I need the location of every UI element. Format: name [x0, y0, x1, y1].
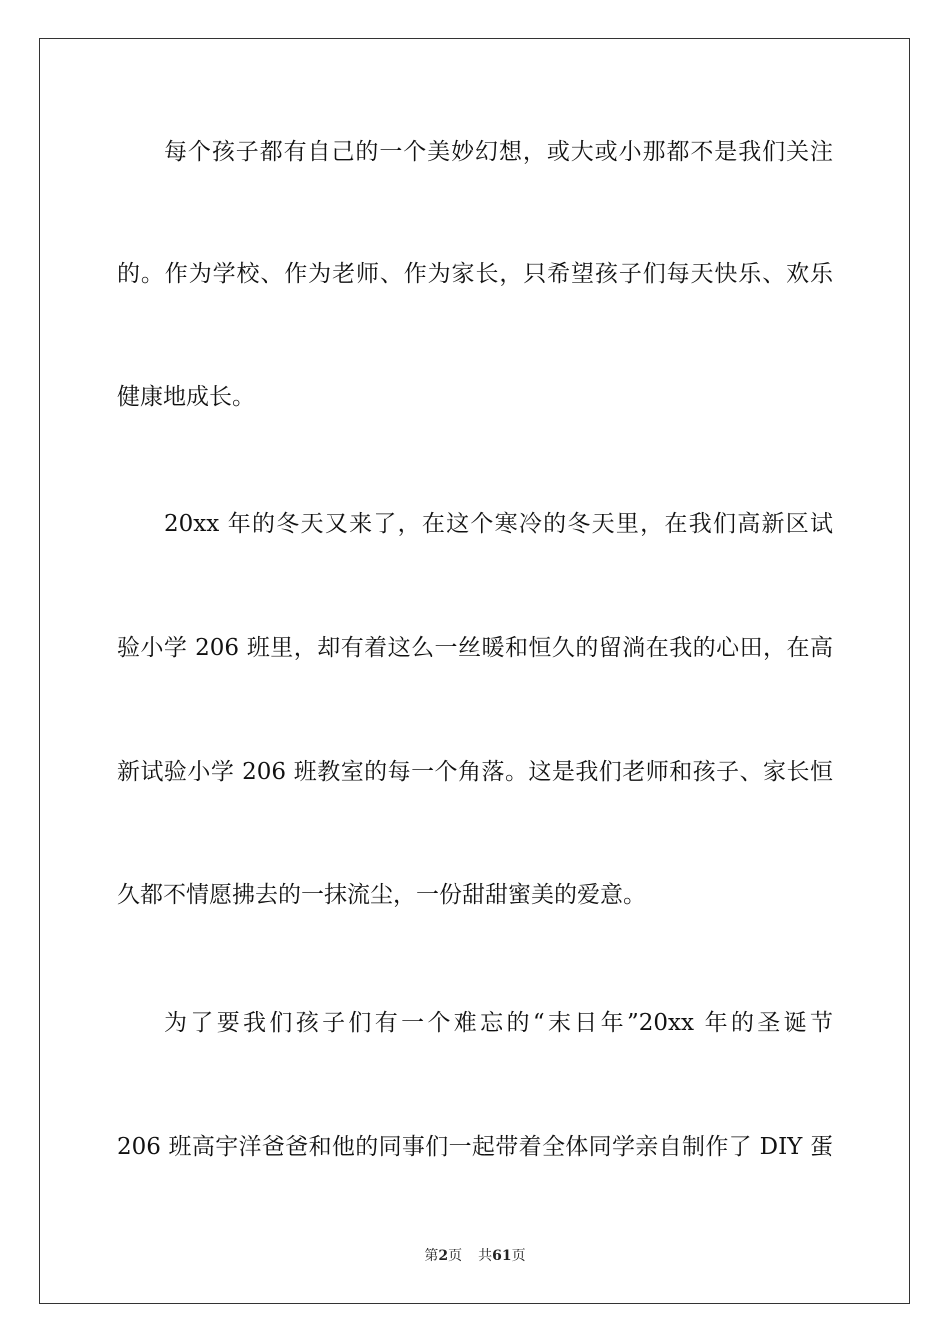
paragraph-3-line-1: 为了要我们孩子们有一个难忘的“末日年”20xx 年的圣诞节 — [164, 1010, 833, 1036]
page-frame — [39, 38, 910, 1304]
paragraph-1-line-1: 每个孩子都有自己的一个美妙幻想，或大或小那都不是我们关注 — [164, 139, 833, 165]
footer-total-prefix: 共 — [478, 1248, 493, 1264]
footer-total-unit: 页 — [511, 1248, 526, 1264]
footer-prefix: 第 — [424, 1248, 439, 1264]
page-footer — [0, 1247, 950, 1265]
paragraph-1-line-2: 的。作为学校、作为老师、作为家长，只希望孩子们每天快乐、欢乐 — [117, 261, 833, 287]
paragraph-2-line-2: 验小学 206 班里，却有着这么一丝暖和恒久的留淌在我的心田，在高 — [117, 635, 833, 661]
paragraph-2-line-3: 新试验小学 206 班教室的每一个角落。这是我们老师和孩子、家长恒 — [117, 759, 833, 785]
paragraph-2-line-1: 20xx 年的冬天又来了，在这个寒冷的冬天里，在我们高新区试 — [164, 511, 833, 537]
paragraph-1-line-3: 健康地成长。 — [117, 384, 255, 410]
paragraph-3-line-2: 206 班高宇洋爸爸和他的同事们一起带着全体同学亲自制作了 DIY 蛋 — [117, 1134, 833, 1160]
footer-current-page: 2 — [438, 1248, 449, 1264]
footer-page-unit: 页 — [448, 1248, 463, 1264]
footer-total-pages: 61 — [492, 1248, 512, 1264]
paragraph-2-line-4: 久都不情愿拂去的一抹流尘，一份甜甜蜜美的爱意。 — [117, 882, 646, 908]
